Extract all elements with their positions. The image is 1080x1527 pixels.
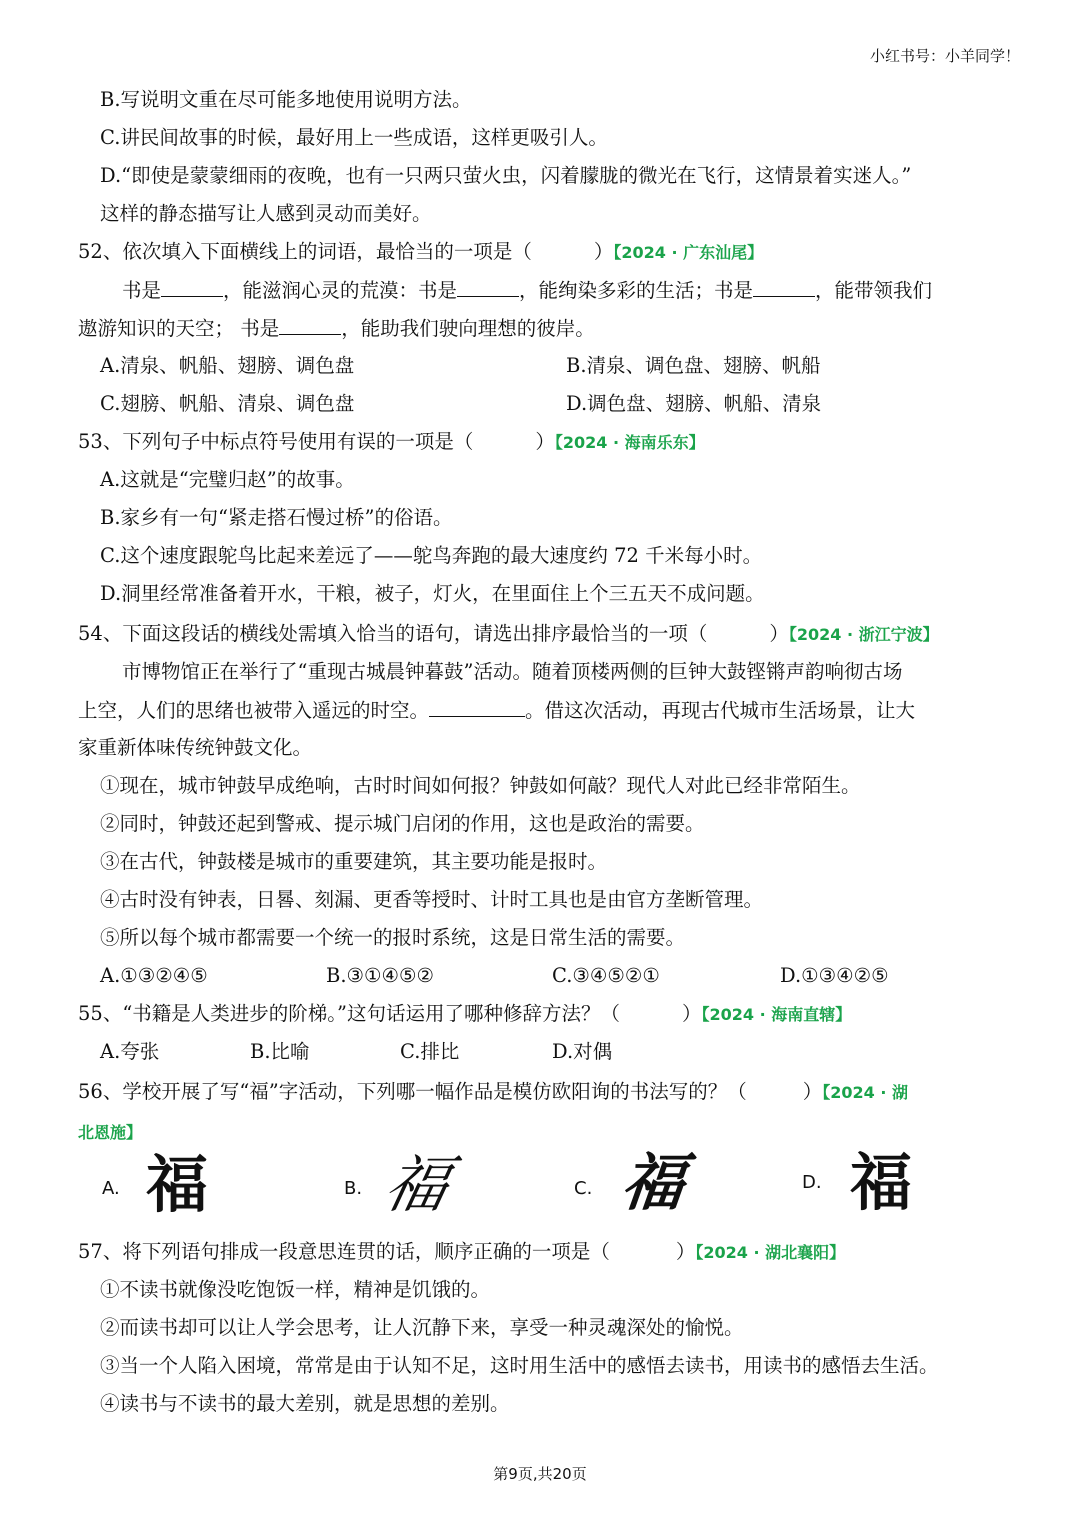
q55-option-d: D.对偶 bbox=[552, 1040, 613, 1063]
prev-option-b: B.写说明文重在尽可能多地使用说明方法。 bbox=[100, 88, 472, 111]
blank-54 bbox=[429, 698, 525, 717]
q55-option-c: C.排比 bbox=[400, 1040, 460, 1063]
q55-source: 【2024 · 海南直辖】 bbox=[701, 1005, 852, 1024]
q56-option-c-calligraphy: 福 bbox=[618, 1146, 688, 1219]
q52-passage-line1: 书是 ，能滋润心灵的荒漠：书是 ，能绚染多彩的生活；书是 ，能带领我们 bbox=[122, 279, 933, 302]
q54-source: 【2024 · 浙江宁波】 bbox=[788, 625, 939, 644]
q56-option-c-label: C. bbox=[574, 1178, 593, 1199]
question-53: 53、下列句子中标点符号使用有误的一项是（ ）【2024 · 海南乐东】 bbox=[78, 430, 705, 453]
q53-source: 【2024 · 海南乐东】 bbox=[554, 433, 705, 452]
q52-stem: 52、依次填入下面横线上的词语，最恰当的一项是（ bbox=[78, 240, 532, 263]
header-account: 小红书号：小羊同学！ bbox=[869, 47, 1020, 65]
q52-option-a: A.清泉、帆船、翅膀、调色盘 bbox=[100, 354, 355, 377]
q53-option-b: B.家乡有一句“紧走搭石慢过桥”的俗语。 bbox=[100, 506, 453, 529]
q54-sentence-4: ④古时没有钟表，日晷、刻漏、更香等授时、计时工具也是由官方垄断管理。 bbox=[100, 888, 764, 911]
q54-sentence-5: ⑤所以每个城市都需要一个统一的报时系统，这是日常生活的需要。 bbox=[100, 926, 686, 949]
q56-option-d-calligraphy: 福 bbox=[850, 1146, 913, 1219]
question-52: 52、依次填入下面横线上的词语，最恰当的一项是（ ）【2024 · 广东汕尾】 bbox=[78, 240, 764, 263]
q53-option-c: C.这个速度跟鸵鸟比起来差远了——鸵鸟奔跑的最大速度约 72 千米每小时。 bbox=[100, 544, 763, 567]
q52-option-b: B.清泉、调色盘、翅膀、帆船 bbox=[566, 354, 821, 377]
q54-option-b: B.③①④⑤② bbox=[326, 964, 434, 987]
q57-sentence-4: ④读书与不读书的最大差别，就是思想的差别。 bbox=[100, 1392, 510, 1415]
question-54: 54、下面这段话的横线处需填入恰当的语句，请选出排序最恰当的一项（ ）【2024 · 浙江宁波】 bbox=[78, 622, 939, 645]
prev-option-d-cont: 这样的静态描写让人感到灵动而美好。 bbox=[100, 202, 432, 225]
q56-option-d-label: D. bbox=[802, 1172, 822, 1193]
prev-option-d: D.“即使是蒙蒙细雨的夜晚，也有一只两只萤火虫，闪着朦胧的微光在飞行，这情景着实迷人。” bbox=[100, 164, 912, 187]
q54-passage-line2: 上空，人们的思绪也被带入遥远的时空。 。借这次活动，再现古代城市生活场景，让大 bbox=[78, 699, 916, 722]
question-56: 56、学校开展了写“福”字活动，下列哪一幅作品是模仿欧阳询的书法写的？（ ）【2024 · 湖 bbox=[78, 1080, 909, 1103]
blank-4 bbox=[279, 316, 341, 335]
question-55: 55、“书籍是人类进步的阶梯。”这句话运用了哪种修辞方法？（ ）【2024 · 海南直辖】 bbox=[78, 1002, 852, 1025]
q54-passage-line1: 市博物馆正在举行了“重现古城晨钟暮鼓”活动。随着顶楼两侧的巨钟大鼓铿锵声韵响彻古场 bbox=[122, 660, 903, 683]
q55-option-b: B.比喻 bbox=[250, 1040, 310, 1063]
q54-sentence-3: ③在古代，钟鼓楼是城市的重要建筑，其主要功能是报时。 bbox=[100, 850, 608, 873]
q56-option-b-label: B. bbox=[344, 1178, 363, 1199]
q54-option-a: A.①③②④⑤ bbox=[100, 964, 208, 987]
q54-option-d: D.①③④②⑤ bbox=[780, 964, 889, 987]
question-57: 57、将下列语句排成一段意思连贯的话，顺序正确的一项是（ ）【2024 · 湖北襄阳】 bbox=[78, 1240, 846, 1263]
q57-sentence-2: ②而读书却可以让人学会思考，让人沉静下来，享受一种灵魂深处的愉悦。 bbox=[100, 1316, 744, 1339]
q54-option-c: C.③④⑤②① bbox=[552, 964, 660, 987]
q53-option-d: D.洞里经常准备着开水，干粮，被子，灯火，在里面住上个三五天不成问题。 bbox=[100, 582, 765, 605]
blank-1 bbox=[161, 278, 223, 297]
q55-option-a: A.夸张 bbox=[100, 1040, 160, 1063]
q53-option-a: A.这就是“完璧归赵”的故事。 bbox=[100, 468, 355, 491]
q52-option-d: D.调色盘、翅膀、帆船、清泉 bbox=[566, 392, 822, 415]
q54-sentence-2: ②同时，钟鼓还起到警戒、提示城门启闭的作用，这也是政治的需要。 bbox=[100, 812, 705, 835]
q57-source: 【2024 · 湖北襄阳】 bbox=[695, 1243, 846, 1262]
q56-option-b-calligraphy: 福 bbox=[378, 1148, 456, 1221]
q56-source-cont: 北恩施】 bbox=[78, 1123, 143, 1142]
q54-passage-line3: 家重新体味传统钟鼓文化。 bbox=[78, 736, 313, 759]
prev-option-c: C.讲民间故事的时候，最好用上一些成语，这样更吸引人。 bbox=[100, 126, 608, 149]
page-number: 第9页,共20页 bbox=[493, 1465, 587, 1483]
q52-source: 【2024 · 广东汕尾】 bbox=[613, 243, 764, 262]
q57-sentence-3: ③当一个人陷入困境，常常是由于认知不足，这时用生活中的感悟去读书，用读书的感悟去生活。 bbox=[100, 1354, 939, 1377]
q56-option-a-calligraphy: 福 bbox=[146, 1148, 209, 1221]
q57-sentence-1: ①不读书就像没吃饱饭一样，精神是饥饿的。 bbox=[100, 1278, 491, 1301]
q52-option-c: C.翅膀、帆船、清泉、调色盘 bbox=[100, 392, 355, 415]
q54-sentence-1: ①现在，城市钟鼓早成绝响，古时时间如何报？钟鼓如何敲？现代人对此已经非常陌生。 bbox=[100, 774, 861, 797]
q56-option-a-label: A. bbox=[102, 1178, 120, 1199]
q52-passage-line2: 遨游知识的天空； 书是 ，能助我们驶向理想的彼岸。 bbox=[78, 317, 595, 340]
q56-source: 【2024 · 湖 bbox=[822, 1083, 909, 1102]
blank-3 bbox=[753, 278, 815, 297]
blank-2 bbox=[457, 278, 519, 297]
